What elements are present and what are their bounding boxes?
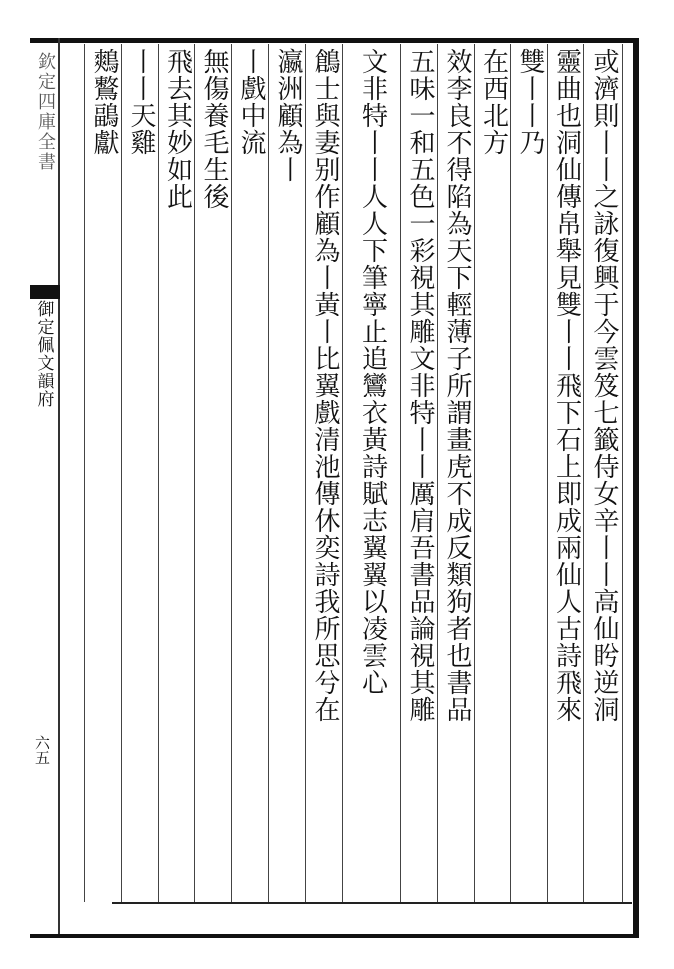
text-column	[403, 48, 437, 900]
column-text: 文非特丨丨人人下筆寧止追鸞衣黃詩賦志翼翼以凌雲心	[357, 48, 388, 696]
column-text: 雙丨丨乃	[515, 48, 545, 156]
column-rule	[342, 44, 343, 902]
column-text: 效李良不得陷為天下輕薄子所謂畫虎不成反類狗者也書品	[442, 48, 472, 723]
column-rule	[194, 44, 195, 902]
column-text: 鷞鷘鶝獻	[89, 48, 119, 156]
column-rule	[268, 44, 269, 902]
column-rule	[547, 44, 548, 902]
text-column	[586, 48, 622, 900]
spine-block	[30, 285, 60, 299]
text-column	[124, 48, 158, 900]
text-column	[345, 48, 400, 900]
text-column	[234, 48, 268, 900]
column-text: 無傷養毛生後	[199, 48, 229, 210]
text-column	[197, 48, 231, 900]
text-column	[477, 48, 510, 900]
header-fragment: 欽定四庫全書	[35, 52, 56, 172]
column-text: 鶬士與妻别作顧為丨黃丨比翼戲清池傳休奕詩我所思兮在	[310, 48, 340, 723]
spine-rule	[58, 38, 60, 934]
column-rule	[400, 44, 401, 902]
column-rule	[622, 44, 623, 902]
column-text: 五味一和五色一彩視其雕文非特丨丨厲肩吾書品論視其雕	[405, 48, 435, 723]
column-rule	[121, 44, 122, 902]
column-text: 丨丨天雞	[126, 48, 156, 156]
book-title: 御定佩文韻府	[33, 300, 54, 408]
column-text: 丨戲中流	[236, 48, 266, 156]
column-rule	[84, 44, 85, 902]
inner-bottom-rule	[112, 902, 632, 904]
column-rule	[474, 44, 475, 902]
text-column	[513, 48, 547, 900]
column-text: 飛去其妙如此	[162, 48, 193, 210]
text-column	[308, 48, 342, 900]
text-column	[271, 48, 305, 900]
column-text: 瀛洲顧為丨	[273, 48, 303, 183]
column-text: 或濟則丨丨之詠復興于今雲笈七籤侍女辛丨丨高仙盻逆洞	[589, 48, 619, 723]
column-rule	[231, 44, 232, 902]
column-text: 在西北方	[478, 48, 509, 156]
column-rule	[510, 44, 511, 902]
top-border	[30, 38, 638, 43]
book-title-margin	[30, 300, 58, 408]
page-number: 六五	[33, 735, 51, 765]
text-column	[161, 48, 194, 900]
column-text: 靈曲也洞仙傳帛舉見雙丨丨飛下石上即成兩仙人古詩飛來	[551, 48, 582, 723]
column-rule	[305, 44, 306, 902]
right-border	[633, 38, 639, 938]
text-column	[87, 48, 121, 900]
column-rule	[583, 44, 584, 902]
bottom-border	[30, 934, 638, 938]
column-rule	[158, 44, 159, 902]
text-column	[550, 48, 583, 900]
text-column	[440, 48, 474, 900]
column-rule	[437, 44, 438, 902]
